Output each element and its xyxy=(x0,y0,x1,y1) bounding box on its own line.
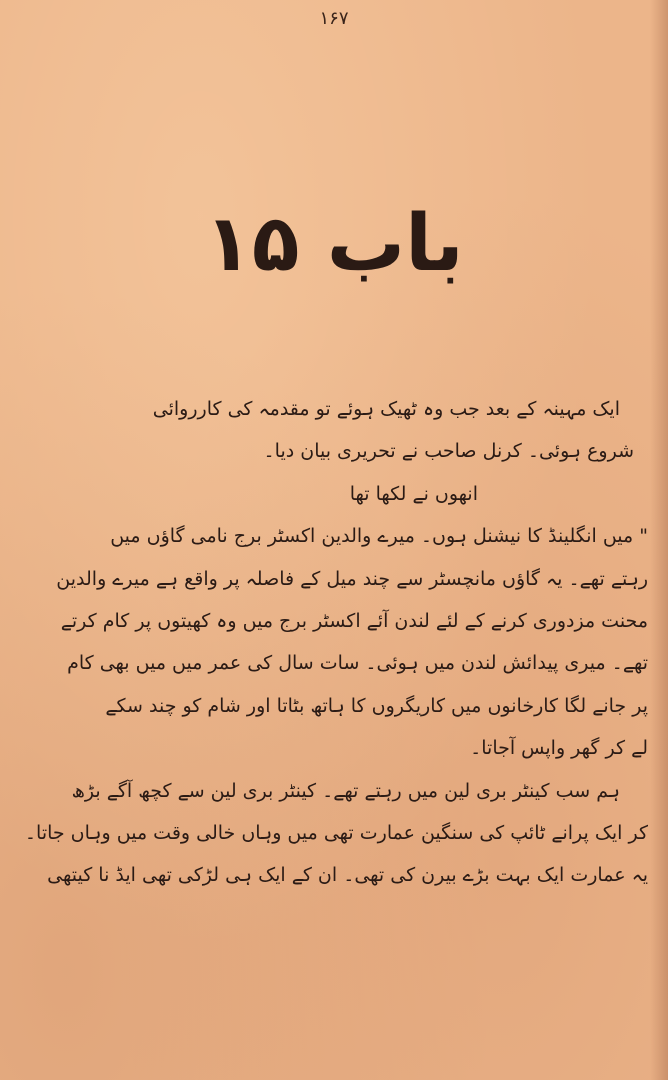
text-line: شروع ہوئی۔ کرنل صاحب نے تحریری بیان دیا۔ xyxy=(263,440,634,463)
text-line: لے کر گھر واپس آجاتا۔ xyxy=(470,737,648,760)
text-line: ہم سب کینٹر بری لین میں رہتے تھے۔ کینٹر بری لین سے کچھ آگے بڑھ xyxy=(71,779,620,802)
page-edge-shadow xyxy=(650,0,668,1080)
text-line: پر جانے لگا کارخانوں میں کاریگروں کا ہاتھ بٹاتا اور شام کو چند سکے xyxy=(105,694,648,717)
text-line: کر ایک پرانے ٹائپ کی سنگین عمارت تھی میں وہاں خالی وقت میں وہاں جاتا۔ xyxy=(24,821,648,844)
page-number: ۱۶۷ xyxy=(319,8,349,29)
text-line: رہتے تھے۔ یہ گاؤں مانچسٹر سے چند میل کے فاصلہ پر واقع ہے میرے والدین xyxy=(56,567,648,590)
text-line: انھوں نے لکھا تھا xyxy=(349,482,478,505)
text-line: تھے۔ میری پیدائش لندن میں ہوئی۔ سات سال کی عمر میں میں بھی کام xyxy=(67,652,648,675)
text-line: ایک مہینہ کے بعد جب وہ ٹھیک ہوئے تو مقدمہ کی کارروائی xyxy=(152,398,620,420)
text-line: " میں انگلینڈ کا نیشنل ہوں۔ میرے والدین اکسٹر برج نامی گاؤں میں xyxy=(110,525,648,548)
text-line: محنت مزدوری کرنے کے لئے لندن آئے اکسٹر برج میں وہ کھیتوں پر کام کرتے xyxy=(60,609,648,632)
text-line: یہ عمارت ایک بہت بڑے بیرن کی تھی۔ ان کے ایک ہی لڑکی تھی ایڈ نا کیتھی xyxy=(47,864,648,887)
body-text xyxy=(20,388,648,897)
chapter-heading: باب ۱۵ xyxy=(204,199,464,289)
